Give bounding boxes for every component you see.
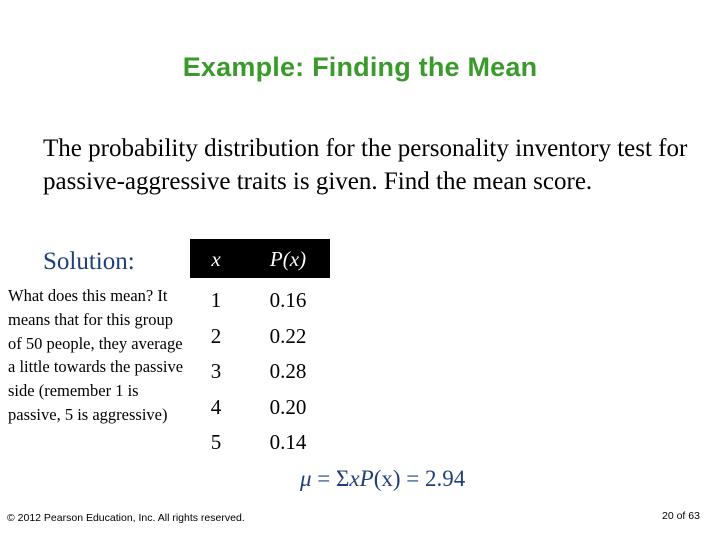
x-column <box>196 283 236 461</box>
formula-x: x <box>349 466 360 491</box>
slide-title: Example: Finding the Mean <box>182 52 538 82</box>
header-px: P(x) <box>269 247 307 271</box>
formula-result: = 2.94 <box>400 466 466 491</box>
copyright-text: © 2012 Pearson Education, Inc. All rights reserved. <box>7 512 245 524</box>
explanation-text: What does this mean? It means that for this group of 50 people, they average a little towards the passive side (remember 1 is passive, 5 is aggressive) <box>8 286 184 424</box>
px-value: 0.14 <box>269 430 307 454</box>
formula-p: P <box>359 466 374 491</box>
x-value: 1 <box>210 288 222 312</box>
px-value: 0.28 <box>269 359 307 383</box>
formula-equals-sigma: = Σ <box>311 466 350 491</box>
x-value: 3 <box>210 359 222 383</box>
px-value: 0.20 <box>269 394 307 419</box>
px-column <box>246 283 330 461</box>
formula-mu: μ <box>300 466 312 491</box>
px-value: 0.22 <box>269 323 307 348</box>
formula-paren-x: (x) <box>373 466 401 491</box>
header-x: x <box>211 247 221 271</box>
table-header-row <box>190 239 330 278</box>
x-value: 2 <box>210 323 222 348</box>
solution-label: Solution: <box>43 248 135 275</box>
mean-formula <box>300 466 465 492</box>
x-value: 5 <box>210 430 222 454</box>
px-value: 0.16 <box>269 288 307 312</box>
probability-table <box>190 239 330 452</box>
x-value: 4 <box>210 394 222 419</box>
intro-text: The probability distribution for the personality inventory test for passive-aggressive traits is given. Find the mean score. <box>43 135 688 195</box>
page-number: 20 of 63 <box>662 510 700 522</box>
